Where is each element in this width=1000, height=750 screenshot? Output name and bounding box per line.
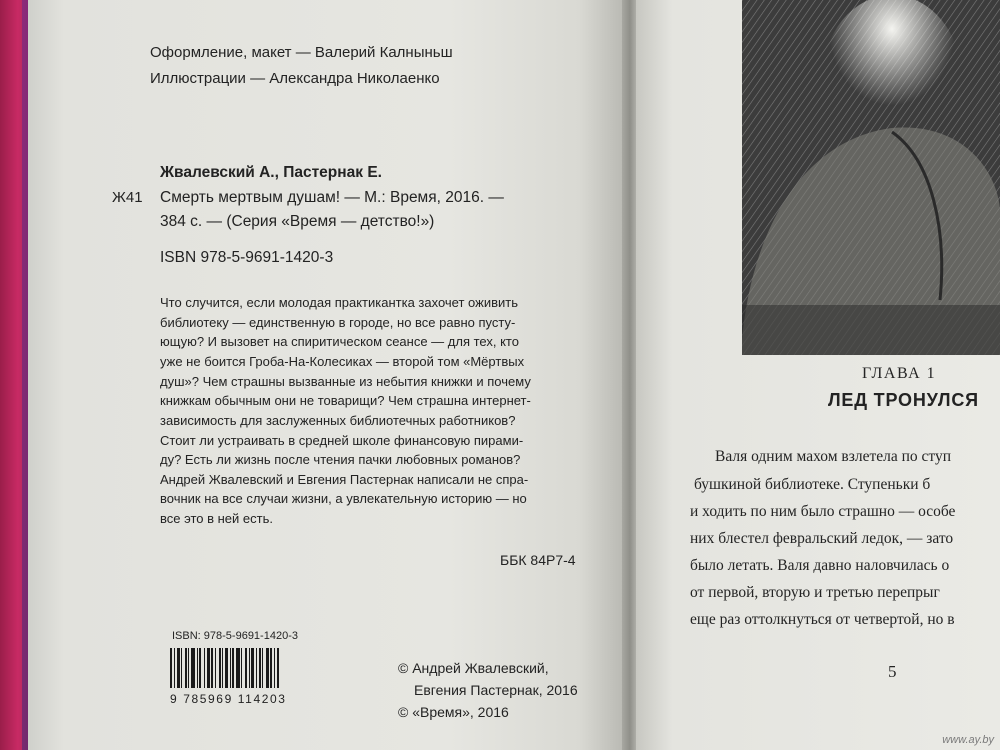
page-number: 5 [888,662,897,681]
description-line: зависимость для заслуженных библиотечных работников? [160,413,516,428]
description-line: Андрей Жвалевский и Евгения Пастернак написали не спра- [160,472,529,487]
description-line: ду? Есть ли жизнь после чтения пачки любовных романов? [160,452,521,467]
bibliography-shelf-code: Ж41 [112,189,143,206]
barcode-digits: 9 785969 114203 [170,692,287,706]
watermark: www.ay.by [942,734,994,746]
barcode [170,648,316,688]
chapter-text-line: бушкиной библиотеке. Ступеньки б [694,476,931,493]
description-line: Стоит ли устраивать в средней школе финансовую пирами- [160,433,524,448]
chapter-illustration [742,0,1000,355]
chapter-text-line: от первой, вторую и третью перепрыг [690,584,940,601]
bibliography-line2: 384 с. — (Серия «Время — детство!») [160,213,435,230]
description-line: уже не боится Гроба-На-Колесиках — второй том «Мёртвых [160,354,525,369]
chapter-text-line: еще раз оттолкнуться от четвертой, но в [690,611,955,628]
copyright-line2: Евгения Пастернак, 2016 [414,682,578,698]
description-line: библиотеку — единственную в городе, но все равно пусту- [160,315,516,330]
bibliography-authors: Жвалевский А., Пастернак Е. [160,164,382,181]
bbk-code: ББК 84Р7-4 [500,552,576,568]
chapter-text-line: и ходить по ним было страшно — особе [690,503,956,520]
chapter-title: ЛЕД ТРОНУЛСЯ [828,390,979,410]
bibliography-line1: Смерть мертвым душам! — М.: Время, 2016. — [160,189,504,206]
description-line: вочник на все случаи жизни, а увлекательную историю — но [160,491,527,506]
description-line: все это в ней есть. [160,511,273,526]
credits-design: Оформление, макет — Валерий Калныньш [150,44,453,61]
description-line: душ»? Чем страшны вызванные из небытия книжки и почему [160,374,531,389]
chapter-text-line: них блестел февральский ледок, — зато [690,530,954,547]
chapter-label: ГЛАВА 1 [862,365,937,382]
barcode-isbn-label: ISBN: 978-5-9691-1420-3 [172,630,298,642]
description-line: Что случится, если молодая практикантка захочет оживить [160,295,518,310]
credits-illustrations: Иллюстрации — Александра Николаенко [150,70,440,87]
chapter-text-line: Валя одним махом взлетела по ступ [715,448,952,465]
bibliography-isbn: ISBN 978-5-9691-1420-3 [160,249,334,266]
copyright-line1: © Андрей Жвалевский, [398,660,549,676]
chapter-text-line: было летать. Валя давно наловчилась о [690,557,950,574]
description-line: ющую? И вызовет на спиритическом сеансе — для тех, кто [160,334,519,349]
copyright-line3: © «Время», 2016 [398,704,509,720]
description-line: книжкам обычным они не товарищи? Чем страшна интернет- [160,393,531,408]
